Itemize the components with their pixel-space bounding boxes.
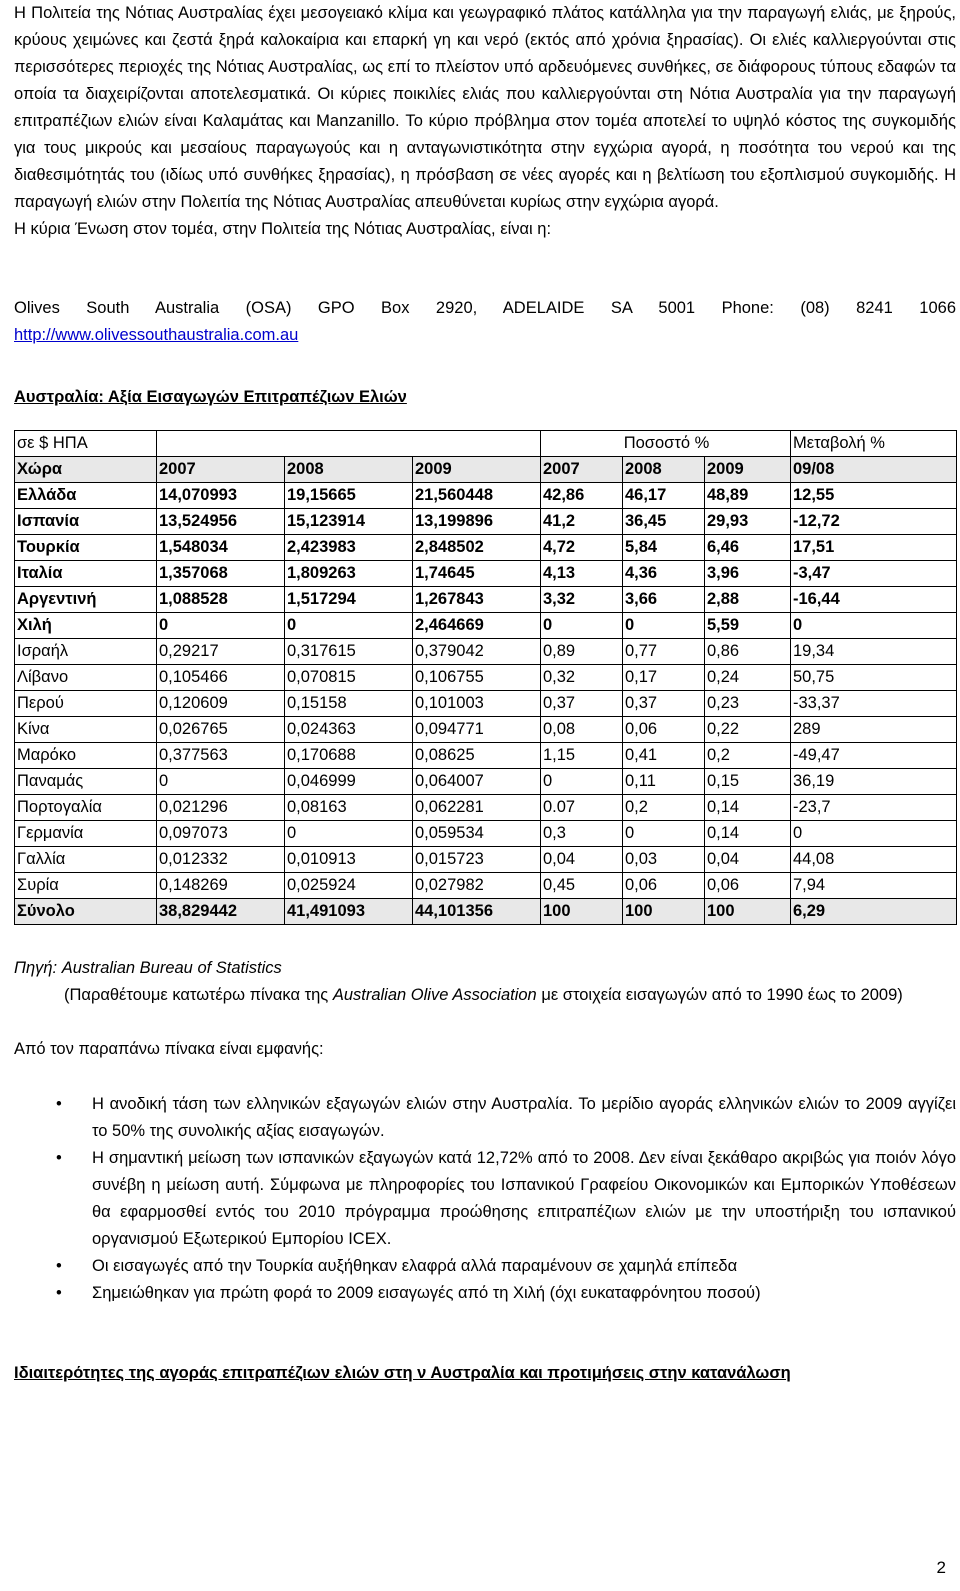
table-cell: 13,524956 — [157, 509, 285, 535]
table-cell: 0,027982 — [413, 873, 541, 899]
table-cell: 0,015723 — [413, 847, 541, 873]
table-cell: Χιλή — [15, 613, 157, 639]
table-cell: 0,11 — [623, 769, 705, 795]
table-cell: 0,024363 — [285, 717, 413, 743]
table-cell: 4,13 — [541, 561, 623, 587]
table-cell: 1,74645 — [413, 561, 541, 587]
list-item — [14, 1280, 956, 1307]
source-line: Πηγή: Australian Bureau of Statistics — [14, 959, 282, 977]
table-cell: 0,22 — [705, 717, 791, 743]
table-cell: Λίβανο — [15, 665, 157, 691]
table-cell: 0,170688 — [285, 743, 413, 769]
table-cell: Ιταλία — [15, 561, 157, 587]
table-row — [15, 483, 957, 509]
table-cell: 36,19 — [791, 769, 957, 795]
table-cell: 100 — [541, 899, 623, 925]
association-address: Olives South Australia (OSA) GPO Box 2920, ADELAIDE SA 5001 Phone: (08) 8241 1066 — [14, 299, 956, 317]
table-cell: 14,070993 — [157, 483, 285, 509]
table-cell: 19,34 — [791, 639, 957, 665]
table-cell: 2,848502 — [413, 535, 541, 561]
table-cell: 19,15665 — [285, 483, 413, 509]
table-cell: 42,86 — [541, 483, 623, 509]
table-cell: -33,37 — [791, 691, 957, 717]
final-heading: Ιδιαιτερότητες της αγοράς επιτραπέζιων ελιών στη ν Αυστραλία και προτιμήσεις στην κατανάλωση — [14, 1364, 791, 1382]
bullet-icon: • — [56, 1149, 62, 1167]
table-cell: Αργεντινή — [15, 587, 157, 613]
table-title: Αυστραλία: Αξία Εισαγωγών Επιτραπέζιων Ελιών — [14, 388, 407, 406]
table-cell: Κίνα — [15, 717, 157, 743]
list-item — [14, 1253, 956, 1280]
table-cell: 0,3 — [541, 821, 623, 847]
table-cell: 0,062281 — [413, 795, 541, 821]
table-cell: 0 — [541, 613, 623, 639]
table-row — [15, 873, 957, 899]
table-cell: 0,026765 — [157, 717, 285, 743]
table-cell: 50,75 — [791, 665, 957, 691]
table-cell: 0 — [157, 769, 285, 795]
list-item-text: Η σημαντική μείωση των ισπανικών εξαγωγών κατά 12,72% από το 2008. Δεν είναι ξεκάθαρο ακριβώς για ποιόν λόγο συνέβη η μείωση αυτή. Σύμφωνα με πληροφορίες του Ισπανικού Γραφείου Οικονομικών και Εμπορικών Υποθέσεων θα εφαρμοσθεί εντός του 2010 πρόγραμμα προώθησης επιτραπέζιων ελιών με την υποστήριξη του ισπανικού οργανισμού Εξωτερικού Εμπορίου ICEX. — [92, 1149, 956, 1248]
table-cell: 0,37 — [623, 691, 705, 717]
table-row — [15, 769, 957, 795]
obvious-line: Από τον παραπάνω πίνακα είναι εμφανής: — [14, 1040, 324, 1058]
imports-table — [14, 430, 957, 925]
union-line: Η κύρια Ένωση στον τομέα, στην Πολιτεία της Νότιας Αυστραλίας, είναι η: — [14, 220, 552, 238]
table-cell: 4,72 — [541, 535, 623, 561]
table-cell: 0,094771 — [413, 717, 541, 743]
table-cell: 46,17 — [623, 483, 705, 509]
table-cell: 0,45 — [541, 873, 623, 899]
table-cell: Σύνολο — [15, 899, 157, 925]
table-cell: 44,101356 — [413, 899, 541, 925]
table-cell: Μαρόκο — [15, 743, 157, 769]
table-cell: Γερμανία — [15, 821, 157, 847]
table-cell: 12,55 — [791, 483, 957, 509]
table-cell: 0,41 — [623, 743, 705, 769]
table-cell: 0,106755 — [413, 665, 541, 691]
table-cell: Ισραήλ — [15, 639, 157, 665]
table-cell: 0,04 — [541, 847, 623, 873]
bullet-icon: • — [56, 1257, 62, 1275]
table-cell: 0,06 — [623, 873, 705, 899]
table-cell: 3,66 — [623, 587, 705, 613]
percent-label: Ποσοστό % — [541, 431, 791, 457]
table-cell: -49,47 — [791, 743, 957, 769]
table-cell: 41,491093 — [285, 899, 413, 925]
table-cell: Χώρα — [15, 457, 157, 483]
table-cell: 17,51 — [791, 535, 957, 561]
table-cell: 0,08163 — [285, 795, 413, 821]
table-cell: 0,148269 — [157, 873, 285, 899]
table-cell: 0,317615 — [285, 639, 413, 665]
table-header-row-2 — [15, 457, 957, 483]
table-cell: 100 — [705, 899, 791, 925]
table-cell: 100 — [623, 899, 705, 925]
table-cell: 0,120609 — [157, 691, 285, 717]
table-cell: 0,2 — [623, 795, 705, 821]
table-cell: 0,14 — [705, 821, 791, 847]
table-cell: Πορτογαλία — [15, 795, 157, 821]
table-cell: 1,088528 — [157, 587, 285, 613]
list-item — [14, 1091, 956, 1145]
table-cell: 29,93 — [705, 509, 791, 535]
table-cell: 38,829442 — [157, 899, 285, 925]
table-row — [15, 795, 957, 821]
table-row — [15, 535, 957, 561]
table-cell: -16,44 — [791, 587, 957, 613]
table-cell: 48,89 — [705, 483, 791, 509]
table-cell: 7,94 — [791, 873, 957, 899]
table-cell: 0,37 — [541, 691, 623, 717]
table-cell: 0 — [623, 821, 705, 847]
table-cell: Τουρκία — [15, 535, 157, 561]
list-item-text: Σημειώθηκαν για πρώτη φορά το 2009 εισαγωγές από τη Χιλή (όχι ευκαταφρόνητου ποσού) — [92, 1284, 761, 1302]
table-cell: 0,23 — [705, 691, 791, 717]
table-header-row-1 — [15, 431, 957, 457]
table-cell: 0 — [791, 613, 957, 639]
list-item-text: Οι εισαγωγές από την Τουρκία αυξήθηκαν ελαφρά αλλά παραμένουν σε χαμηλά επίπεδα — [92, 1257, 738, 1275]
table-cell: -12,72 — [791, 509, 957, 535]
table-cell: 0,010913 — [285, 847, 413, 873]
note-line: (Παραθέτουμε κατωτέρω πίνακα της Australian Olive Association με στοιχεία εισαγωγών από το 1990 έως το 2009) — [64, 986, 903, 1004]
table-cell: 6,46 — [705, 535, 791, 561]
table-cell: 41,2 — [541, 509, 623, 535]
table-cell: 2008 — [623, 457, 705, 483]
table-cell: Γαλλία — [15, 847, 157, 873]
table-cell: -23,7 — [791, 795, 957, 821]
table-cell: 0,08 — [541, 717, 623, 743]
table-cell: 6,29 — [791, 899, 957, 925]
table-total-row — [15, 899, 957, 925]
table-row — [15, 691, 957, 717]
table-cell: 1,357068 — [157, 561, 285, 587]
bullet-list — [14, 1091, 956, 1307]
table-row — [15, 821, 957, 847]
table-cell: 0,14 — [705, 795, 791, 821]
table-cell: 2,464669 — [413, 613, 541, 639]
table-row — [15, 639, 957, 665]
table-cell: 5,84 — [623, 535, 705, 561]
table-cell: 0,15 — [705, 769, 791, 795]
table-row — [15, 587, 957, 613]
table-cell: Περού — [15, 691, 157, 717]
table-cell: 0,08625 — [413, 743, 541, 769]
table-cell: 0 — [623, 613, 705, 639]
table-cell: 15,123914 — [285, 509, 413, 535]
table-cell: 44,08 — [791, 847, 957, 873]
table-cell: 36,45 — [623, 509, 705, 535]
page-number: 2 — [936, 1558, 946, 1577]
table-cell: 0,2 — [705, 743, 791, 769]
bullet-icon: • — [56, 1095, 62, 1113]
table-row — [15, 613, 957, 639]
table-cell: 1,15 — [541, 743, 623, 769]
table-cell: Συρία — [15, 873, 157, 899]
table-cell: 0,377563 — [157, 743, 285, 769]
table-cell: 5,59 — [705, 613, 791, 639]
table-cell: 2007 — [157, 457, 285, 483]
table-cell: 0,064007 — [413, 769, 541, 795]
table-cell: 0,86 — [705, 639, 791, 665]
table-cell: 3,32 — [541, 587, 623, 613]
document-page — [14, 0, 956, 1387]
table-cell: 1,517294 — [285, 587, 413, 613]
table-cell: 0,070815 — [285, 665, 413, 691]
table-cell: 0,06 — [705, 873, 791, 899]
table-cell: 0,025924 — [285, 873, 413, 899]
table-cell: 2008 — [285, 457, 413, 483]
table-cell: 0,046999 — [285, 769, 413, 795]
table-cell: 0,15158 — [285, 691, 413, 717]
table-cell: -3,47 — [791, 561, 957, 587]
intro-paragraph: Η Πολιτεία της Νότιας Αυστραλίας έχει μεσογειακό κλίμα και γεωγραφικό πλάτος κατάλληλα για την παραγωγή ελιάς, με ξηρούς, κρύους χειμώνες και ζεστά ξηρά καλοκαίρια και επαρκή γη και νερό (εκτός από χρόνια ξηρασίας). Οι ελιές καλλιεργούνται στις περισσότερες περιοχές της Νότιας Αυστραλίας, ως επί το πλείστον υπό αρδευόμενες συνθήκες, σε διάφορους τύπους εδαφών τα οποία τα διαχειρίζονται αποτελεσματικά. Οι κύριες ποικιλίες ελιάς που καλλιεργούνται στη Νότια Αυστραλία για την παραγωγή επιτραπέζιων ελιών είναι Καλαμάτας και Manzanillo. Το κύριο πρόβλημα στον τομέα αποτελεί το υψηλό κόστος της συγκομιδής για τους μικρούς και μεσαίους παραγωγούς και η ανταγωνιστικότητα στην εγχώρια αγορά, η ποσότητα του νερού και της διαθεσιμότητάς του (ιδίως υπό συνθήκες ξηρασίας), η πρόσβαση σε νέες αγορές και η βελτίωση του εξοπλισμού συγκομιδής. Η παραγωγή ελιών στην Πολειτία της Νότιας Αυστραλίας απευθύνεται κυρίως στην εγχώρια αγορά. — [14, 4, 956, 211]
table-row — [15, 743, 957, 769]
table-row — [15, 847, 957, 873]
table-cell: 1,548034 — [157, 535, 285, 561]
table-cell: 2009 — [705, 457, 791, 483]
table-cell: 0,17 — [623, 665, 705, 691]
association-block — [14, 295, 956, 349]
table-cell: 2,423983 — [285, 535, 413, 561]
table-cell: Παναμάς — [15, 769, 157, 795]
table-cell: 4,36 — [623, 561, 705, 587]
table-cell: 0,021296 — [157, 795, 285, 821]
list-item — [14, 1145, 956, 1253]
table-cell: 0 — [157, 613, 285, 639]
table-cell: 0,059534 — [413, 821, 541, 847]
table-cell: 0 — [541, 769, 623, 795]
table-cell: 0,379042 — [413, 639, 541, 665]
change-label: Μεταβολή % — [791, 431, 957, 457]
association-link[interactable]: http://www.olivessouthaustralia.com.au — [14, 326, 299, 344]
table-cell: 289 — [791, 717, 957, 743]
table-cell: 1,809263 — [285, 561, 413, 587]
table-cell: 0,32 — [541, 665, 623, 691]
table-cell: 0,012332 — [157, 847, 285, 873]
table-row — [15, 717, 957, 743]
table-row — [15, 509, 957, 535]
table-cell: 0 — [285, 821, 413, 847]
table-cell: 0 — [791, 821, 957, 847]
table-cell: 0,06 — [623, 717, 705, 743]
table-cell: 1,267843 — [413, 587, 541, 613]
table-cell: 0,29217 — [157, 639, 285, 665]
table-cell: 13,199896 — [413, 509, 541, 535]
table-cell: 0,24 — [705, 665, 791, 691]
table-cell: 2007 — [541, 457, 623, 483]
table-cell: 0,04 — [705, 847, 791, 873]
unit-label: σε $ ΗΠΑ — [15, 431, 157, 457]
table-cell: 21,560448 — [413, 483, 541, 509]
table-cell: Ελλάδα — [15, 483, 157, 509]
table-cell: 3,96 — [705, 561, 791, 587]
table-cell: Ισπανία — [15, 509, 157, 535]
table-cell: 0,101003 — [413, 691, 541, 717]
table-cell: 0 — [285, 613, 413, 639]
list-item-text: Η ανοδική τάση των ελληνικών εξαγωγών ελιών στην Αυστραλία. Το μερίδιο αγοράς ελληνικών ελιών το 2009 αγγίζει το 50% της συνολικής αξίας εισαγωγών. — [92, 1095, 956, 1140]
table-cell: 0,77 — [623, 639, 705, 665]
table-row — [15, 665, 957, 691]
bullet-icon: • — [56, 1284, 62, 1302]
table-cell: 09/08 — [791, 457, 957, 483]
table-cell: 0.07 — [541, 795, 623, 821]
table-cell: 2,88 — [705, 587, 791, 613]
table-cell: 2009 — [413, 457, 541, 483]
table-cell: 0,105466 — [157, 665, 285, 691]
table-row — [15, 561, 957, 587]
table-cell: 0,097073 — [157, 821, 285, 847]
table-cell: 0,03 — [623, 847, 705, 873]
table-cell: 0,89 — [541, 639, 623, 665]
